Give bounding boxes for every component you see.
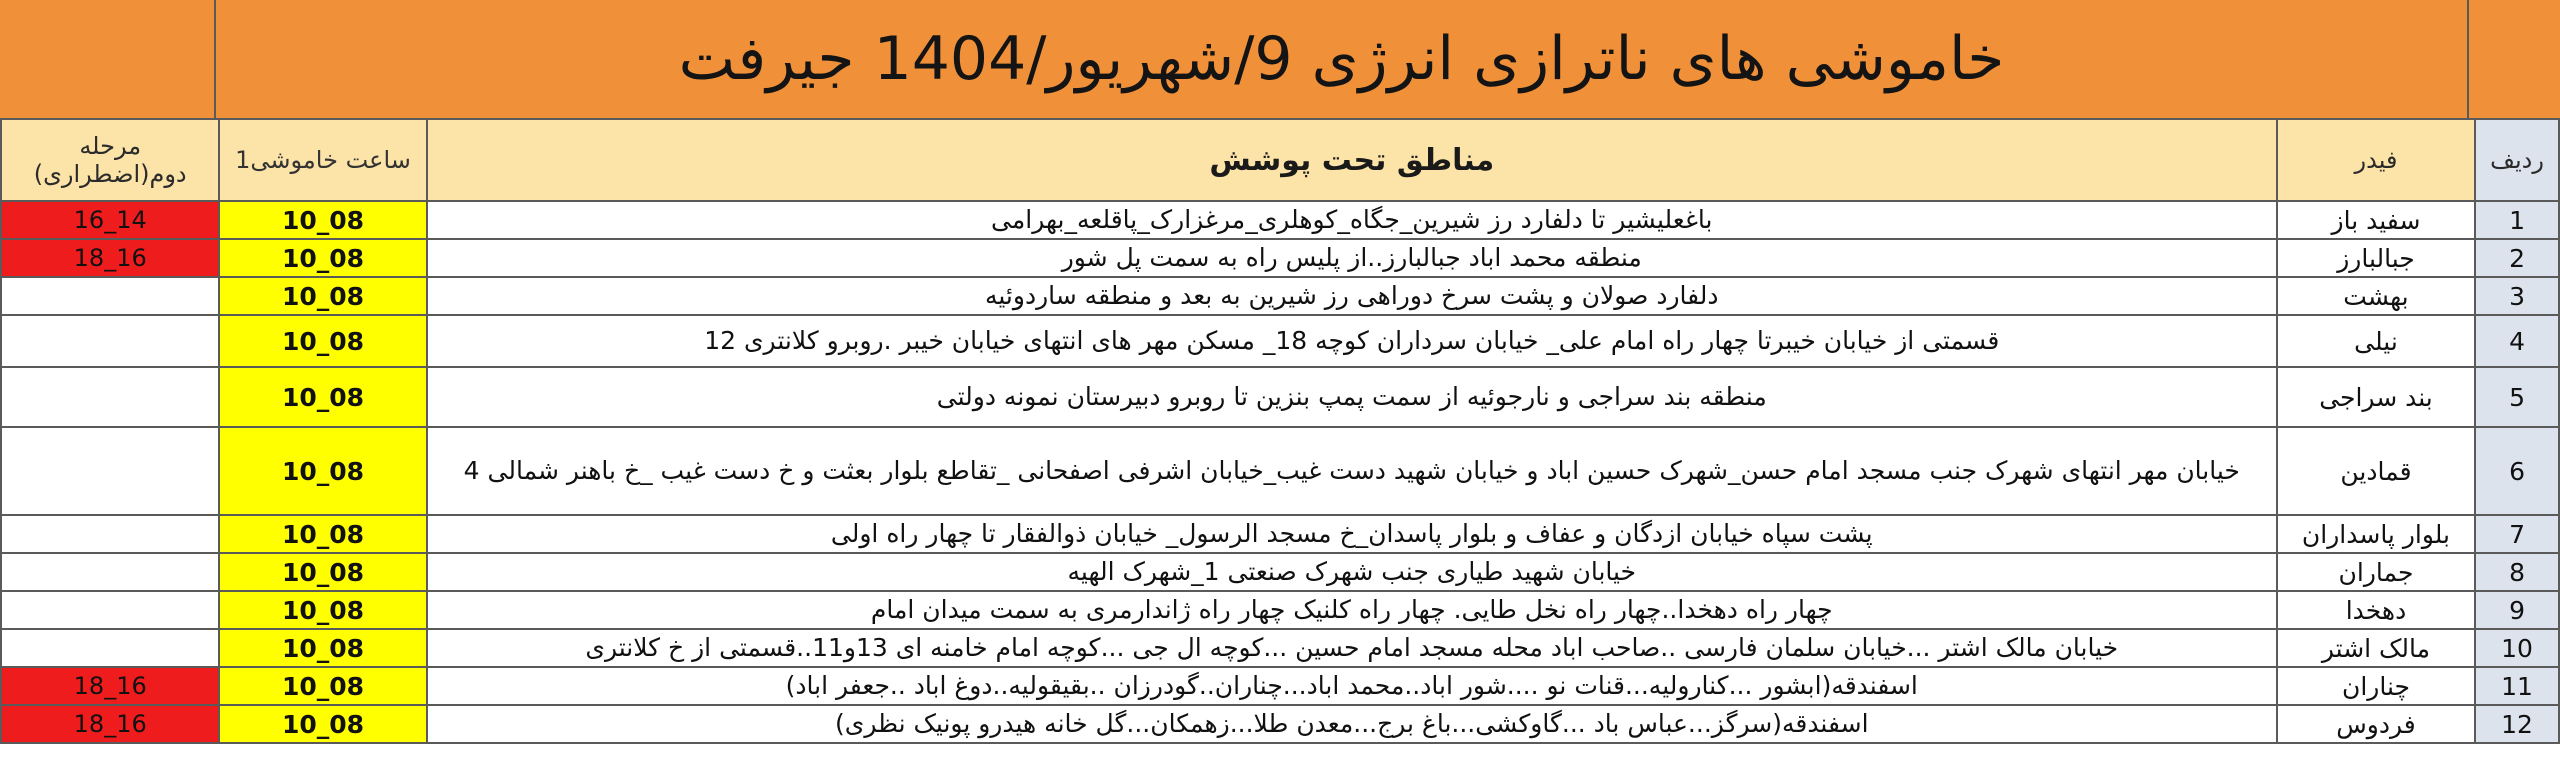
table-row [1,515,2559,553]
feeder-cell[interactable]: چناران [2277,667,2475,705]
table-row [1,591,2559,629]
areas-cell[interactable]: دلفارد صولان و پشت سرخ دوراهی رز شیرین به بعد و منطقه ساردوئیه [427,277,2277,315]
areas-cell[interactable]: منطقه محمد اباد جبالبارز..از پلیس راه به سمت پل شور [427,239,2277,277]
header-areas[interactable]: مناطق تحت پوشش [427,119,2277,201]
areas-cell[interactable]: اسفندقه(سرگز...عباس باد ...گاوکشی...باغ برج...معدن طلا...زهمکان...گل خانه هیدرو پونیک نظری) [427,705,2277,743]
table-row [1,201,2559,239]
banner-right-cell [2467,0,2560,118]
row-number-cell[interactable]: 5 [2475,367,2559,427]
outage-schedule-table [0,118,2560,744]
stage2-cell[interactable]: 16_18 [1,667,219,705]
row-number-cell[interactable]: 11 [2475,667,2559,705]
table-row [1,277,2559,315]
header-time1[interactable]: ساعت خاموشی1 [219,119,426,201]
stage2-cell[interactable] [1,367,219,427]
areas-cell[interactable]: پشت سپاه خیابان ازدگان و عفاف و بلوار پاسدان_خ مسجد الرسول_ خیابان ذوالفقار تا چهار راه اولی [427,515,2277,553]
stage2-cell[interactable] [1,515,219,553]
stage2-cell[interactable] [1,553,219,591]
areas-cell[interactable]: منطقه بند سراجی و نارجوئیه از سمت پمپ بنزین تا روبرو دبیرستان نمونه دولتی [427,367,2277,427]
feeder-cell[interactable]: فردوس [2277,705,2475,743]
header-row [1,119,2559,201]
header-row-number[interactable]: ردیف [2475,119,2559,201]
feeder-cell[interactable]: دهخدا [2277,591,2475,629]
table-row [1,705,2559,743]
row-number-cell[interactable]: 12 [2475,705,2559,743]
row-number-cell[interactable]: 7 [2475,515,2559,553]
feeder-cell[interactable]: نیلی [2277,315,2475,367]
table-row [1,629,2559,667]
time1-cell[interactable]: 08_10 [219,629,426,667]
stage2-cell[interactable]: 16_18 [1,239,219,277]
table-row [1,239,2559,277]
stage2-cell[interactable] [1,591,219,629]
time1-cell[interactable]: 08_10 [219,239,426,277]
row-number-cell[interactable]: 6 [2475,427,2559,515]
stage2-cell[interactable] [1,427,219,515]
feeder-cell[interactable]: بند سراجی [2277,367,2475,427]
feeder-cell[interactable]: مالک اشتر [2277,629,2475,667]
stage2-cell[interactable]: 14_16 [1,201,219,239]
time1-cell[interactable]: 08_10 [219,591,426,629]
stage2-cell[interactable]: 16_18 [1,705,219,743]
table-row [1,667,2559,705]
header-stage2[interactable]: مرحله دوم(اضطراری) [1,119,219,201]
areas-cell[interactable]: اسفندقه(ابشور ...کنارولیه...قنات نو ....شور اباد..محمد اباد...چناران..گودرزان ..بقیقولیه..دوغ اباد ..جعفر اباد) [427,667,2277,705]
time1-cell[interactable]: 08_10 [219,553,426,591]
row-number-cell[interactable]: 9 [2475,591,2559,629]
time1-cell[interactable]: 08_10 [219,705,426,743]
header-feeder[interactable]: فیدر [2277,119,2475,201]
areas-cell[interactable]: خیابان شهید طیاری جنب شهرک صنعتی 1_شهرک الهیه [427,553,2277,591]
time1-cell[interactable]: 08_10 [219,277,426,315]
areas-cell[interactable]: باغعلیشیر تا دلفارد رز شیرین_جگاه_کوهلری_مرغزارک_پاقلعه_بهرامی [427,201,2277,239]
feeder-cell[interactable]: بهشت [2277,277,2475,315]
feeder-cell[interactable]: جماران [2277,553,2475,591]
feeder-cell[interactable]: قمادین [2277,427,2475,515]
areas-cell[interactable]: خیابان مهر انتهای شهرک جنب مسجد امام حسن_شهرک حسین اباد و خیابان شهید دست غیب_خیابان اشرفی اصفحانی _تقاطع بلوار بعثت و خ دست غیب _خ باهنر شمالی 4 [427,427,2277,515]
row-number-cell[interactable]: 8 [2475,553,2559,591]
stage2-cell[interactable] [1,629,219,667]
stage2-cell[interactable] [1,315,219,367]
row-number-cell[interactable]: 2 [2475,239,2559,277]
row-number-cell[interactable]: 3 [2475,277,2559,315]
page-title: خاموشی های ناترازی انرژی 9/شهریور/1404 جیرفت [678,24,2005,94]
time1-cell[interactable]: 08_10 [219,367,426,427]
time1-cell[interactable]: 08_10 [219,201,426,239]
areas-cell[interactable]: قسمتی از خیابان خیبرتا چهار راه امام علی_ خیابان سرداران کوچه 18_ مسکن مهر های انتهای خیابان خیبر .روبرو کلانتری 12 [427,315,2277,367]
table-row [1,367,2559,427]
table-row [1,553,2559,591]
areas-cell[interactable]: چهار راه دهخدا..چهار راه نخل طایی. چهار راه کلنیک چهار راه ژاندارمری به سمت میدان امام [427,591,2277,629]
areas-cell[interactable]: خیابان مالک اشتر ...خیابان سلمان فارسی ..صاحب اباد محله مسجد امام حسین ...کوچه ال جی ...کوچه امام خامنه ای 13و11..قسمتی از خ کلانتری [427,629,2277,667]
row-number-cell[interactable]: 1 [2475,201,2559,239]
table-row [1,427,2559,515]
time1-cell[interactable]: 08_10 [219,427,426,515]
time1-cell[interactable]: 08_10 [219,667,426,705]
feeder-cell[interactable]: جبالبارز [2277,239,2475,277]
row-number-cell[interactable]: 10 [2475,629,2559,667]
feeder-cell[interactable]: سفید باز [2277,201,2475,239]
stage2-cell[interactable] [1,277,219,315]
time1-cell[interactable]: 08_10 [219,315,426,367]
banner-left-cell [0,0,216,118]
feeder-cell[interactable]: بلوار پاسداران [2277,515,2475,553]
table-row [1,315,2559,367]
time1-cell[interactable]: 08_10 [219,515,426,553]
title-banner [0,0,2560,120]
row-number-cell[interactable]: 4 [2475,315,2559,367]
